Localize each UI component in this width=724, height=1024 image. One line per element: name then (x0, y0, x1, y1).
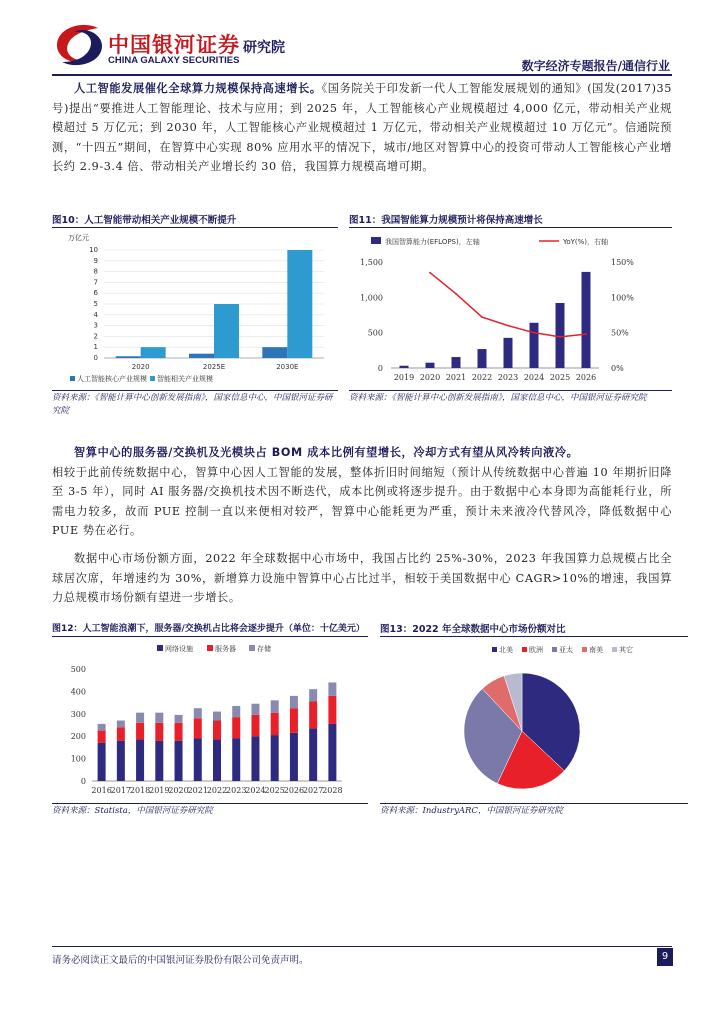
bar-2017-网络设施 (117, 741, 125, 781)
right-y-tick-label: 0% (611, 364, 624, 373)
fig11-chart (349, 230, 672, 388)
bar-2030E-0 (262, 347, 287, 358)
y-tick-label: 0 (93, 354, 98, 362)
bar-2017-服务器 (117, 727, 125, 740)
x-tick-label: 2026 (575, 373, 597, 382)
bar-2019 (400, 366, 409, 368)
bar-2022-服务器 (213, 721, 221, 740)
legend-swatch (150, 376, 155, 381)
brand-name-en: CHINA GALAXY SECURITIES (108, 55, 240, 66)
header-rule (52, 74, 672, 76)
company-logo (52, 22, 106, 68)
paragraph-ai-growth (52, 79, 672, 177)
y-tick-label: 9 (93, 256, 98, 265)
bar-2027-服务器 (309, 701, 317, 728)
y-tick-label: 1 (93, 343, 98, 352)
x-tick-label: 2019 (393, 373, 415, 382)
bar-2020-1 (141, 347, 166, 358)
y-tick-label: 6 (93, 289, 98, 298)
bar-2025E-1 (214, 304, 239, 358)
legend-swatch (207, 645, 213, 651)
legend-label: 亚太 (559, 646, 573, 654)
legend-label: 服务器 (215, 645, 236, 653)
bar-2021-网络设施 (194, 738, 202, 781)
fig12-top-rule (52, 636, 368, 637)
x-tick-label: 2023 (497, 373, 519, 382)
bar-2023-服务器 (232, 717, 240, 738)
x-tick-label: 2028 (322, 786, 343, 795)
bar-2020-服务器 (175, 723, 183, 741)
institute-name: 研究院 (243, 40, 285, 56)
y-tick-label: 7 (93, 278, 98, 287)
legend-label-bar: 我国智算能力(EFLOPS)，左轴 (385, 238, 480, 246)
paragraph-bom-cooling (52, 443, 672, 541)
y-tick-label: 200 (70, 732, 86, 742)
x-tick-label: 2021 (445, 373, 467, 382)
bar-2017-存储 (117, 721, 125, 728)
bar-2023-存储 (232, 706, 240, 717)
left-y-tick-label: 1,500 (360, 258, 383, 267)
x-tick-label: 2023 (226, 786, 247, 795)
fig11-top-rule (349, 227, 672, 228)
legend-label: 智能相关产业规模 (157, 375, 213, 383)
fig12-chart (52, 639, 368, 801)
fig12-title: 图12：人工智能浪潮下，服务器/交换机占比将会逐步提升（单位：十亿美元） (52, 624, 365, 634)
fig10-top-rule (52, 227, 338, 228)
y-tick-label: 0 (80, 777, 86, 786)
x-tick-label: 2018 (129, 786, 151, 795)
y-tick-label: 500 (70, 665, 86, 674)
bar-2022-网络设施 (213, 740, 221, 781)
x-tick-label: 2025 (264, 786, 285, 795)
legend-label: 存储 (257, 645, 271, 653)
legend-label: 北美 (499, 646, 513, 654)
footer-rule (52, 946, 672, 947)
y-tick-label: 5 (93, 300, 98, 308)
bar-2018-存储 (136, 713, 144, 723)
fig11-bottom-rule (349, 390, 672, 391)
right-y-tick-label: 50% (611, 328, 629, 338)
fig13-source: 资料来源：IndustryARC，中国银河证券研究院 (380, 806, 563, 816)
right-y-tick-label: 150% (611, 258, 634, 267)
yoy-point (481, 316, 483, 318)
right-y-tick-label: 100% (611, 293, 634, 303)
x-tick-label: 2021 (187, 786, 208, 795)
report-title: 数字经济专题报告/通信行业 (521, 59, 670, 73)
x-tick-label: 2027 (302, 786, 324, 795)
bar-2028-服务器 (328, 696, 336, 724)
x-tick-label: 2016 (91, 786, 112, 795)
bar-2019-服务器 (155, 723, 163, 741)
y-tick-label: 2 (93, 332, 98, 341)
paragraph-lead: 智算中心的服务器/交换机及光模块占 BOM 成本比例有望增长，冷却方式有望从风冷转向液冷。 (74, 446, 579, 459)
paragraph-market-share (52, 549, 672, 608)
bar-2025-存储 (271, 700, 279, 712)
yoy-point (559, 336, 561, 338)
x-tick-label: 2025E (202, 363, 226, 371)
x-tick-label: 2022 (471, 373, 493, 382)
x-tick-label: 2024 (245, 786, 266, 795)
fig10-source: 资料来源：《智能计算中心创新发展指南》，国家信息中心，中国银河证券研究院 (52, 393, 333, 416)
legend-swatch (522, 647, 527, 652)
bar-2021 (452, 357, 461, 368)
x-tick-label: 2025 (549, 373, 571, 382)
bar-2018-服务器 (136, 723, 144, 740)
yoy-point (533, 332, 535, 334)
x-tick-label: 2020 (168, 786, 189, 795)
legend-swatch (612, 647, 617, 652)
y-tick-label: 4 (93, 310, 98, 319)
y-axis-unit: 万亿元 (68, 234, 89, 242)
bar-2025-服务器 (271, 713, 279, 735)
bar-2023 (504, 338, 513, 368)
y-tick-label: 100 (70, 754, 86, 764)
bar-2026-存储 (290, 696, 298, 708)
x-tick-label: 2019 (149, 786, 170, 795)
fig13-chart (380, 639, 688, 801)
fig10-title: 图10：人工智能带动相关产业规模不断提升 (52, 215, 237, 226)
bar-2016-存储 (98, 724, 106, 731)
bar-2020-网络设施 (175, 741, 183, 781)
bar-2026-网络设施 (290, 733, 298, 781)
y-tick-label: 8 (93, 267, 98, 276)
yoy-point (455, 293, 457, 295)
legend-label: 其它 (619, 646, 633, 654)
x-tick-label: 2017 (110, 786, 132, 795)
bar-2025 (556, 303, 565, 368)
bar-2021-服务器 (194, 718, 202, 738)
paragraph-body: 相较于此前传统数据中心，智算中心因人工智能的发展，整体折旧时间缩短（预计从传统数据中心普遍 10 年期折旧降至 3-5 年），同时 AI 服务器/交换机技术因不断迭代，成本比例或将逐步提升。由于数据中心本身即为高能耗行业，所需电力较多，故而 PUE 控制一直以来便相对较严，智算中心能耗更为严重，预计未来液冷代替风冷，降低数据中心 PUE 势在必行。 (52, 465, 672, 537)
legend-label: 欧洲 (529, 646, 543, 654)
fig12-bottom-rule (52, 803, 368, 804)
x-tick-label: 2020 (131, 363, 150, 371)
bar-2021-存储 (194, 708, 202, 718)
bar-2030E-1 (287, 250, 312, 358)
yoy-point (429, 272, 431, 274)
legend-label: 网络设施 (165, 645, 193, 653)
bar-2025E-0 (189, 354, 214, 358)
bar-2024-服务器 (251, 715, 259, 736)
bar-2022 (478, 349, 487, 368)
yoy-point (585, 333, 587, 335)
x-tick-label: 2022 (206, 786, 228, 795)
legend-label-line: YoY(%)，右轴 (563, 238, 609, 246)
bar-2016-网络设施 (98, 743, 106, 781)
bar-2023-网络设施 (232, 738, 240, 781)
bar-2022-存储 (213, 712, 221, 721)
legend-swatch (249, 645, 255, 651)
bar-2020-0 (116, 356, 141, 358)
bar-2019-存储 (155, 713, 163, 723)
paragraph-lead: 人工智能发展催化全球算力规模保持高速增长。 (74, 82, 322, 95)
yoy-point (507, 325, 509, 327)
x-tick-label: 2020 (419, 373, 441, 382)
x-tick-label: 2024 (523, 373, 545, 382)
legend-swatch (157, 645, 163, 651)
legend-swatch-bar (371, 237, 381, 244)
bar-2027-存储 (309, 689, 317, 701)
paragraph-body: 《国务院关于印发新一代人工智能发展规划的通知》(国发(2017)35 号)提出“要推进人工智能理论、技术与应用；到 2025 年，人工智能核心产业规模超过 4,000 亿元，带动相关产业规模超过 5 万亿元；到 2030 年，人工智能核心产业规模超过 1 万亿元，带动相关产业规模超过 10 万亿元”。信通院预测，“十四五”期间，在智算中心实现 80% 应用水平的情况下，城市/地区对智算中心的投资可带动人工智能核心产业增长约 2.9-3.4 倍、带动相关产业增长约 30 倍，我国算力规模高增可期。 (52, 82, 672, 173)
bar-2024 (530, 323, 539, 368)
legend-swatch (492, 647, 497, 652)
fig13-title: 图13：2022 年全球数据中心市场份额对比 (380, 624, 566, 635)
bar-2026 (582, 272, 591, 368)
y-tick-label: 10 (89, 246, 98, 254)
bar-2027-网络设施 (309, 728, 317, 781)
legend-label: 人工智能核心产业规模 (77, 375, 147, 383)
fig13-bottom-rule (380, 803, 688, 804)
legend-swatch (70, 376, 75, 381)
bar-2028-存储 (328, 682, 336, 695)
bar-2026-服务器 (290, 708, 298, 733)
fig10-chart (56, 230, 336, 388)
x-tick-label: 2030E (276, 363, 299, 371)
bar-2019-网络设施 (155, 741, 163, 781)
bar-2020 (426, 363, 435, 368)
legend-swatch (582, 647, 587, 652)
left-y-tick-label: 1,000 (360, 293, 383, 303)
bar-2018-网络设施 (136, 740, 144, 781)
bar-2024-网络设施 (251, 736, 259, 781)
fig11-title: 图11：我国智能算力规模预计将保持高速增长 (349, 215, 543, 226)
x-tick-label: 2026 (283, 786, 305, 795)
bar-2024-存储 (251, 704, 259, 715)
fig11-source: 资料来源：《智能计算中心创新发展指南》，国家信息中心，中国银河证券研究院 (349, 393, 647, 403)
y-tick-label: 400 (70, 687, 86, 697)
brand-name: 中国银河证券 (108, 33, 240, 57)
fig10-bottom-rule (52, 390, 338, 391)
bar-2028-网络设施 (328, 724, 336, 781)
footer-disclaimer: 请务必阅读正文最后的中国银河证券股份有限公司免责声明。 (52, 955, 309, 966)
bar-2016-服务器 (98, 731, 106, 743)
left-y-tick-label: 500 (367, 328, 383, 338)
paragraph-body: 数据中心市场份额方面，2022 年全球数据中心市场中，我国占比约 25%-30%，2023 年我国算力总规模占比全球居次席，年增速约为 30%，新增算力设施中智算中心占比过半，相较于美国数据中心 CAGR>10%的增速，我国算力总规模市场份额有望进一步增长。 (52, 552, 672, 604)
left-y-tick-label: 0 (377, 364, 383, 373)
bar-2020-存储 (175, 715, 183, 723)
y-tick-label: 300 (70, 709, 86, 719)
legend-label: 南美 (589, 646, 603, 654)
fig13-top-rule (380, 636, 688, 637)
y-tick-label: 3 (93, 321, 98, 330)
page-number: 9 (657, 948, 673, 966)
legend-swatch (552, 647, 557, 652)
bar-2025-网络设施 (271, 735, 279, 781)
fig12-source: 资料来源：Statista，中国银河证券研究院 (52, 806, 213, 816)
